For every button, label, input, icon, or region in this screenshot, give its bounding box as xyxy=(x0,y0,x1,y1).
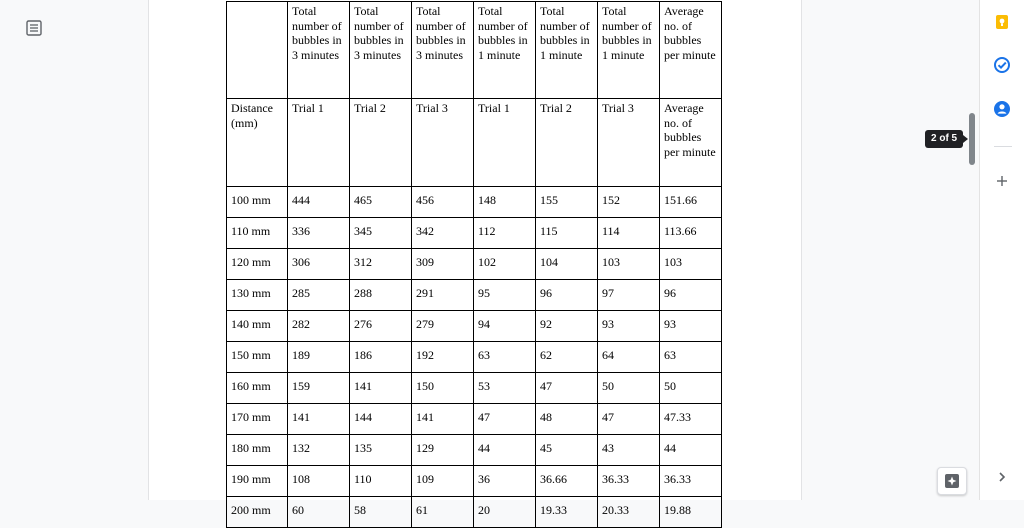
table-row xyxy=(227,497,722,528)
table-cell: 155 xyxy=(536,187,598,218)
show-side-panel-button[interactable] xyxy=(992,467,1012,487)
table-cell: 456 xyxy=(412,187,474,218)
data-table xyxy=(226,1,722,528)
table-row xyxy=(227,373,722,404)
header-cell: Trial 1 xyxy=(474,99,536,187)
table-cell: 64 xyxy=(598,342,660,373)
header-cell: Distance (mm) xyxy=(227,99,288,187)
header-cell xyxy=(227,2,288,99)
table-cell: 113.66 xyxy=(660,218,722,249)
table-row xyxy=(227,187,722,218)
table-cell: 444 xyxy=(288,187,350,218)
table-cell: 47 xyxy=(598,404,660,435)
table-subheader-row xyxy=(227,99,722,187)
table-cell: 141 xyxy=(412,404,474,435)
table-cell: 36.33 xyxy=(660,466,722,497)
distance-cell: 180 mm xyxy=(227,435,288,466)
distance-cell: 170 mm xyxy=(227,404,288,435)
table-cell: 342 xyxy=(412,218,474,249)
add-icon xyxy=(992,171,1012,191)
header-cell: Total number of bubbles in 1 minute xyxy=(536,2,598,99)
table-row xyxy=(227,466,722,497)
table-cell: 97 xyxy=(598,280,660,311)
table-row xyxy=(227,218,722,249)
table-cell: 282 xyxy=(288,311,350,342)
table-cell: 104 xyxy=(536,249,598,280)
side-panel xyxy=(979,0,1024,500)
header-cell: Total number of bubbles in 3 minutes xyxy=(350,2,412,99)
table-cell: 189 xyxy=(288,342,350,373)
table-cell: 43 xyxy=(598,435,660,466)
table-cell: 152 xyxy=(598,187,660,218)
header-cell: Total number of bubbles in 3 minutes xyxy=(412,2,474,99)
table-cell: 102 xyxy=(474,249,536,280)
chevron-right-icon xyxy=(992,467,1012,487)
distance-cell: 100 mm xyxy=(227,187,288,218)
table-cell: 285 xyxy=(288,280,350,311)
table-cell: 96 xyxy=(660,280,722,311)
table-cell: 44 xyxy=(474,435,536,466)
table-cell: 103 xyxy=(598,249,660,280)
table-header-row xyxy=(227,2,722,99)
table-cell: 47 xyxy=(536,373,598,404)
table-cell: 48 xyxy=(536,404,598,435)
table-cell: 114 xyxy=(598,218,660,249)
table-cell: 44 xyxy=(660,435,722,466)
distance-cell: 160 mm xyxy=(227,373,288,404)
table-cell: 288 xyxy=(350,280,412,311)
distance-cell: 200 mm xyxy=(227,497,288,528)
document-outline-icon xyxy=(24,18,44,38)
table-cell: 19.33 xyxy=(536,497,598,528)
contacts-icon xyxy=(992,99,1012,119)
table-cell: 312 xyxy=(350,249,412,280)
table-row xyxy=(227,311,722,342)
table-row xyxy=(227,249,722,280)
table-cell: 276 xyxy=(350,311,412,342)
distance-cell: 140 mm xyxy=(227,311,288,342)
distance-cell: 150 mm xyxy=(227,342,288,373)
table-cell: 345 xyxy=(350,218,412,249)
table-cell: 141 xyxy=(288,404,350,435)
header-cell: Trial 1 xyxy=(288,99,350,187)
page-indicator: 2 of 5 xyxy=(925,130,963,148)
table-cell: 92 xyxy=(536,311,598,342)
table-row xyxy=(227,280,722,311)
distance-cell: 110 mm xyxy=(227,218,288,249)
table-cell: 109 xyxy=(412,466,474,497)
explore-icon xyxy=(938,468,966,494)
table-cell: 60 xyxy=(288,497,350,528)
document-outline-button[interactable] xyxy=(24,18,44,38)
table-cell: 279 xyxy=(412,311,474,342)
table-cell: 96 xyxy=(536,280,598,311)
table-cell: 36.66 xyxy=(536,466,598,497)
left-rail xyxy=(0,0,148,500)
table-cell: 62 xyxy=(536,342,598,373)
tasks-icon xyxy=(992,55,1012,75)
table-cell: 110 xyxy=(350,466,412,497)
table-cell: 141 xyxy=(350,373,412,404)
side-panel-divider xyxy=(994,146,1012,147)
table-cell: 58 xyxy=(350,497,412,528)
table-cell: 45 xyxy=(536,435,598,466)
table-cell: 132 xyxy=(288,435,350,466)
table-cell: 63 xyxy=(474,342,536,373)
table-cell: 63 xyxy=(660,342,722,373)
table-cell: 309 xyxy=(412,249,474,280)
header-cell: Average no. of bubbles per minute xyxy=(660,2,722,99)
table-cell: 306 xyxy=(288,249,350,280)
table-cell: 47.33 xyxy=(660,404,722,435)
table-row xyxy=(227,404,722,435)
header-cell: Total number of bubbles in 1 minute xyxy=(598,2,660,99)
table-cell: 159 xyxy=(288,373,350,404)
distance-cell: 120 mm xyxy=(227,249,288,280)
table-cell: 47 xyxy=(474,404,536,435)
table-cell: 186 xyxy=(350,342,412,373)
header-cell: Average no. of bubbles per minute xyxy=(660,99,722,187)
table-cell: 150 xyxy=(412,373,474,404)
header-cell: Trial 3 xyxy=(412,99,474,187)
scrollbar-thumb[interactable] xyxy=(969,113,975,165)
table-cell: 115 xyxy=(536,218,598,249)
keep-icon xyxy=(992,12,1012,32)
table-row xyxy=(227,342,722,373)
table-cell: 144 xyxy=(350,404,412,435)
header-cell: Trial 2 xyxy=(350,99,412,187)
table-cell: 148 xyxy=(474,187,536,218)
table-cell: 108 xyxy=(288,466,350,497)
table-cell: 19.88 xyxy=(660,497,722,528)
table-cell: 103 xyxy=(660,249,722,280)
table-cell: 20.33 xyxy=(598,497,660,528)
header-cell: Trial 2 xyxy=(536,99,598,187)
explore-button[interactable] xyxy=(937,467,967,495)
table-cell: 50 xyxy=(660,373,722,404)
get-add-ons-button[interactable] xyxy=(992,171,1012,191)
table-cell: 53 xyxy=(474,373,536,404)
header-cell: Total number of bubbles in 1 minute xyxy=(474,2,536,99)
table-cell: 36.33 xyxy=(598,466,660,497)
header-cell: Trial 3 xyxy=(598,99,660,187)
table-cell: 93 xyxy=(598,311,660,342)
document-page xyxy=(148,0,802,517)
distance-cell: 130 mm xyxy=(227,280,288,311)
header-cell: Total number of bubbles in 3 minutes xyxy=(288,2,350,99)
keep-button[interactable] xyxy=(992,12,1012,32)
contacts-button[interactable] xyxy=(992,99,1012,119)
table-cell: 93 xyxy=(660,311,722,342)
table-cell: 36 xyxy=(474,466,536,497)
table-cell: 151.66 xyxy=(660,187,722,218)
tasks-button[interactable] xyxy=(992,55,1012,75)
table-cell: 50 xyxy=(598,373,660,404)
table-cell: 61 xyxy=(412,497,474,528)
table-cell: 192 xyxy=(412,342,474,373)
table-cell: 20 xyxy=(474,497,536,528)
distance-cell: 190 mm xyxy=(227,466,288,497)
table-cell: 336 xyxy=(288,218,350,249)
table-cell: 129 xyxy=(412,435,474,466)
table-cell: 95 xyxy=(474,280,536,311)
table-cell: 135 xyxy=(350,435,412,466)
table-row xyxy=(227,435,722,466)
table-cell: 465 xyxy=(350,187,412,218)
table-cell: 94 xyxy=(474,311,536,342)
table-cell: 291 xyxy=(412,280,474,311)
table-cell: 112 xyxy=(474,218,536,249)
